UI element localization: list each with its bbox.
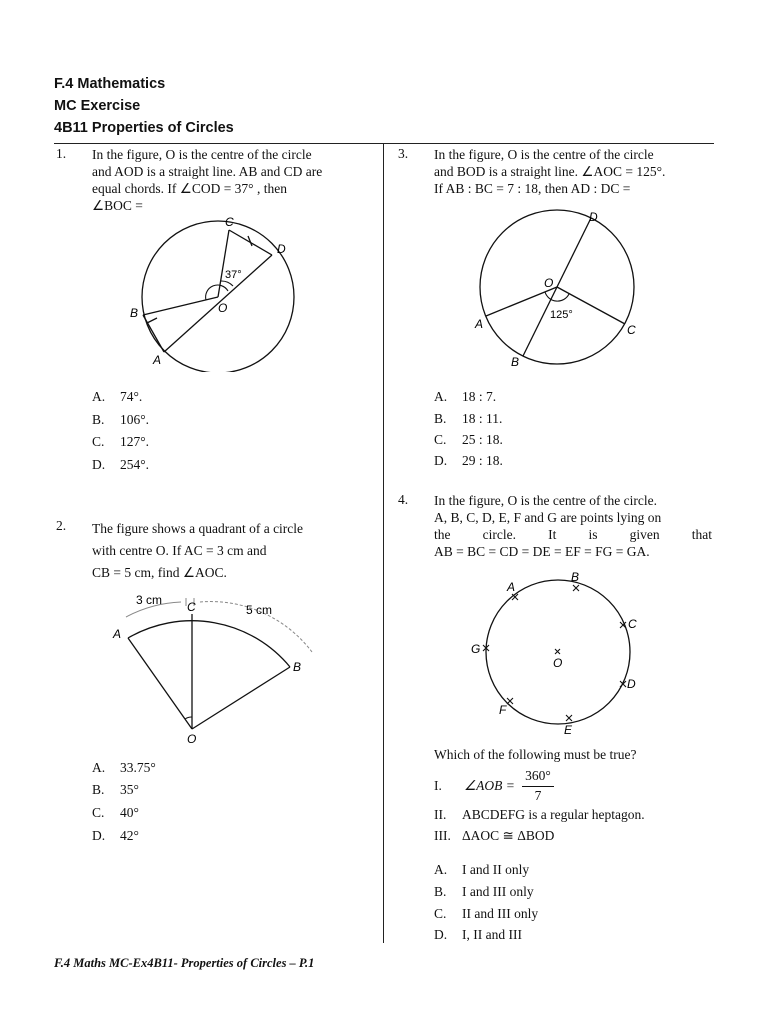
- question-text: The figure shows a quadrant of a circle with centre O. If AC = 3 cm and CB = 5 cm, find ∠AOC.: [92, 521, 304, 580]
- arc-ab: [128, 621, 290, 667]
- option-a[interactable]: A. 74°.: [92, 389, 143, 404]
- label-c: C: [627, 323, 636, 337]
- question-text: In the figure, O is the centre of the circle and AOD is a straight line. AB and CD are equal chords. If ∠COD = 37° , then ∠BOC =: [92, 147, 323, 213]
- label-d: D: [627, 677, 636, 691]
- angle-label: 37°: [225, 269, 242, 281]
- option-c[interactable]: C. 127°.: [92, 434, 150, 449]
- centre-o: [555, 649, 560, 654]
- tick-ab: [147, 318, 157, 323]
- question-number: 3.: [398, 146, 409, 161]
- angle-arc: [185, 717, 192, 719]
- label-c: C: [225, 215, 234, 229]
- q1-figure: [130, 212, 310, 372]
- point-b: [573, 585, 579, 591]
- point-e: [566, 715, 572, 721]
- label-b: B: [130, 306, 139, 320]
- option-a[interactable]: A. 18 : 7.: [434, 389, 497, 404]
- angle-label: 125°: [550, 309, 573, 321]
- statement-ii: II. ABCDEFG is a regular heptagon.: [434, 807, 645, 822]
- label-c: C: [187, 600, 196, 614]
- option-b[interactable]: B. 18 : 11.: [434, 411, 503, 426]
- option-a[interactable]: A. I and II only: [434, 862, 530, 877]
- header-rule: [54, 143, 714, 144]
- label-o: O: [218, 301, 228, 315]
- label-a: A: [475, 317, 484, 331]
- label-o: O: [553, 656, 563, 670]
- label-o: O: [544, 276, 554, 290]
- statement-i: I. ∠AOB = 360° 7: [434, 770, 714, 806]
- fraction-numerator: 360°: [525, 768, 551, 783]
- q4-figure: [465, 570, 645, 740]
- question-number: 4.: [398, 492, 409, 507]
- doc-subtitle: MC Exercise: [54, 98, 141, 114]
- chord-ab: [143, 315, 164, 352]
- radius-oa: [128, 638, 192, 729]
- radius-ob: [192, 667, 290, 729]
- label-d: D: [589, 210, 598, 224]
- label-b: B: [511, 355, 520, 369]
- label-c: C: [628, 617, 637, 631]
- option-d[interactable]: D. 254°.: [92, 457, 150, 472]
- label-b: B: [571, 570, 580, 584]
- dim-label-5cm: 5 cm: [246, 603, 273, 617]
- question-text: In the figure, O is the centre of the circle. A, B, C, D, E, F and G are points lying on the circle. It is given that AB = BC = CD = DE = EF = FG = GA.: [434, 493, 712, 559]
- label-a: A: [113, 627, 122, 641]
- label-b: B: [293, 660, 302, 674]
- option-d[interactable]: D. I, II and III: [434, 927, 522, 942]
- dim-label-3cm: 3 cm: [136, 593, 163, 607]
- option-b[interactable]: B. 106°.: [92, 412, 150, 427]
- option-b[interactable]: B. I and III only: [434, 884, 534, 899]
- q2-figure: [110, 588, 320, 748]
- angle-arc-aoc: [545, 292, 569, 301]
- page-footer: F.4 Maths MC-Ex4B11- Properties of Circles – P.1: [54, 956, 315, 970]
- label-e: E: [564, 723, 573, 737]
- option-d[interactable]: D. 42°: [92, 828, 139, 843]
- option-d[interactable]: D. 29 : 18.: [434, 453, 503, 468]
- point-f: [507, 698, 513, 704]
- doc-topic: 4B11 Properties of Circles: [54, 120, 234, 136]
- statement-prompt: Which of the following must be true?: [434, 747, 637, 762]
- q3-figure: [470, 206, 650, 370]
- fraction-bar: [522, 786, 554, 787]
- statement-iii: III. ΔAOC ≅ ΔBOD: [434, 828, 555, 843]
- label-a: A: [153, 353, 162, 367]
- column-divider: [383, 143, 384, 943]
- option-c[interactable]: C. II and III only: [434, 906, 539, 921]
- fraction-denominator: 7: [534, 788, 542, 803]
- question-number: 1.: [56, 146, 67, 161]
- label-d: D: [277, 242, 286, 256]
- label-a: A: [507, 580, 516, 594]
- label-o: O: [187, 732, 197, 746]
- option-c[interactable]: C. 25 : 18.: [434, 432, 503, 447]
- question-number: 2.: [56, 518, 67, 533]
- option-b[interactable]: B. 35°: [92, 782, 139, 797]
- label-g: G: [471, 642, 481, 656]
- doc-title: F.4 Mathematics: [54, 76, 166, 92]
- question-text: In the figure, O is the centre of the circle and BOD is a straight line. ∠AOC = 125°. If AB : BC = 7 : 18, then AD : DC =: [434, 147, 666, 196]
- radius-oa: [486, 287, 557, 316]
- label-f: F: [499, 703, 507, 717]
- angle-arc-cod: [221, 281, 233, 286]
- radius-ob: [143, 297, 218, 315]
- option-a[interactable]: A. 33.75°: [92, 760, 156, 775]
- option-c[interactable]: C. 40°: [92, 805, 139, 820]
